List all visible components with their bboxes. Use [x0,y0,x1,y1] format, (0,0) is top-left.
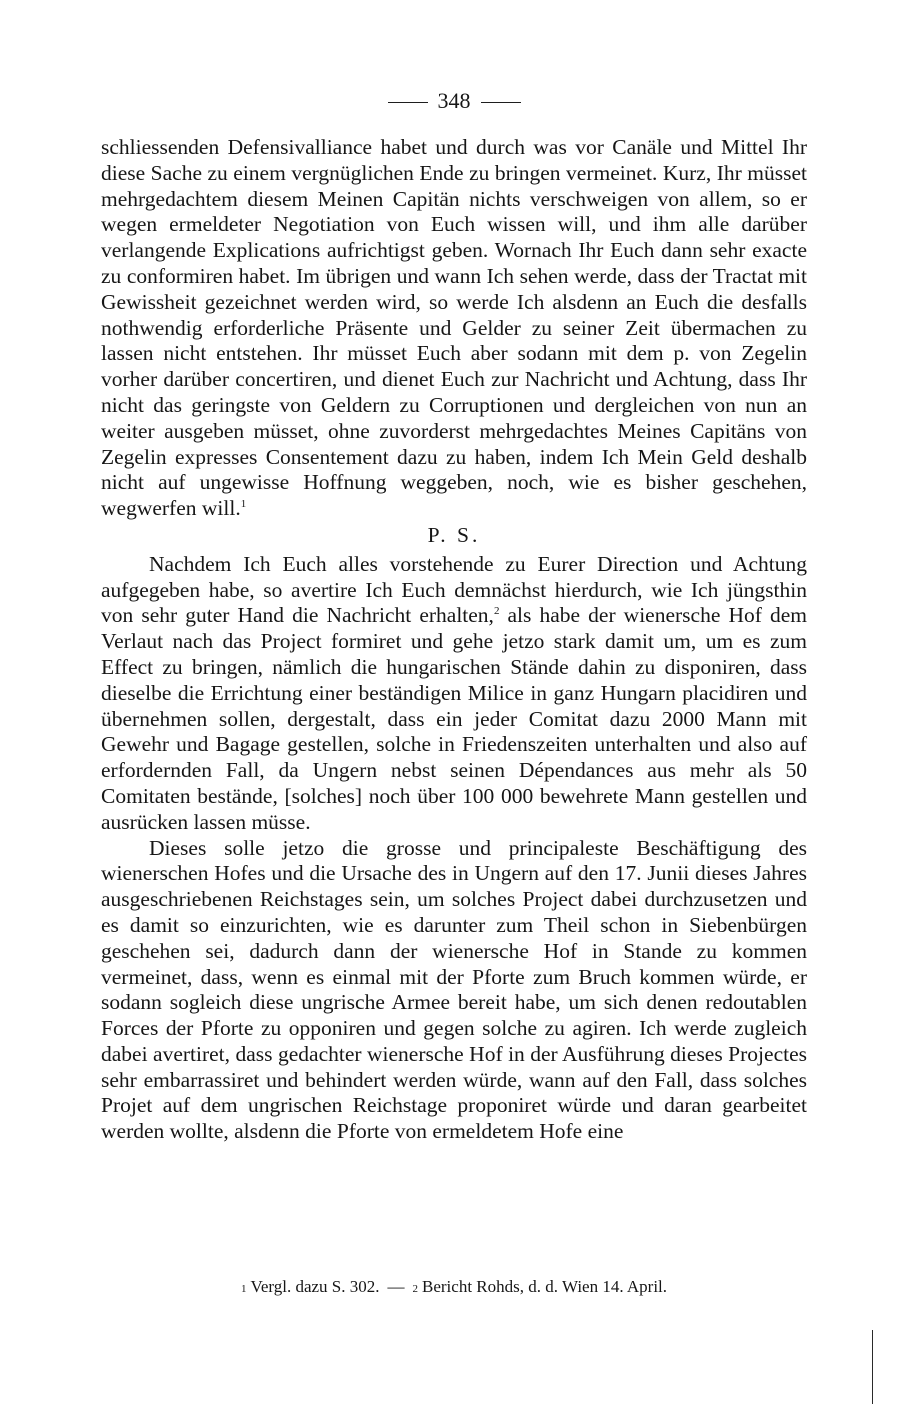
footnote-2-text: Bericht Rohds, d. d. Wien 14. April. [422,1277,668,1296]
footnote-ref-1: 1 [240,498,247,510]
page-edge-line [872,1330,873,1404]
footnotes [101,1276,807,1300]
footnote-1-number: 1 [240,1283,247,1295]
footnote-ref-2: 2 [493,605,500,618]
paragraph-2 [101,552,807,836]
footnote-2-number: 2 [412,1283,419,1295]
paragraph-2-text: Nachdem Ich Euch alles vorstehende zu Eurer Direction und Achtung aufgegeben habe, so avertire Ich Euch demnächst hierdurch, wie Ich jüngsthin von sehr guter Hand die Nachricht erhalten, [101,551,807,628]
header-dash-right [481,102,521,103]
page-number: 348 [437,88,471,113]
footnote-1-text: Vergl. dazu S. 302. [250,1277,380,1296]
body-text [101,135,807,1145]
paragraph-3: Dieses solle jetzo die grosse und principaleste Beschäftigung des wienerschen Hofes und die Ursache des in Ungern auf den 17. Junii dieses Jahres ausgeschriebenen Reichstages sein, um solches Project dabei durchzusetzen und es damit so einzurichten, wie es darunter zum Theil schon in Siebenbürgen geschehen sei, dadurch dann der wienersche Hof in Stande zu kommen vermeinet, dass, wenn es einmal mit der Pforte zum Bruch kommen würde, er sodann sogleich diese ungrische Armee bereit habe, um sich denen redoutablen Forces der Pforte zu opponiren und gegen solche zu agiren. Ich werde zugleich dabei avertiret, dass gedachter wienersche Hof in der Ausführung dieses Projectes sehr embarrassiret und behindert werden würde, wann auf den Fall, dass solches Projet auf dem ungrischen Reichstage proponiret würde und daran gearbeitet werden wollte, alsdenn die Pforte von ermeldetem Hofe eine [101,835,807,1144]
paragraph-2-text-after: als habe der wienersche Hof dem Verlaut nach das Project formiret und gehe jetzo stark damit um, um es zum Effect zu bringen, nämlich die hungarischen Stände dahin zu disponiren, dass dieselbe die Errichtung einer beständigen Milice in ganz Hungarn placidiren und übernehmen sollen, dergestalt, dass ein jeder Comitat dazu 2000 Mann mit Gewehr und Bagage gestellen, solche in Friedenszeiten unterhalten und also auf erfordernden Fall, da Ungern nebst seinen Dépendances aus mehr als 50 Comitaten bestände, [solches] noch über 100 000 bewehrete Mann gestellen und ausrücken lassen müsse. [101,603,807,834]
footnote-separator: — [387,1277,405,1296]
paragraph-1 [101,135,807,522]
header-dash-left [388,102,428,103]
page-header [101,88,807,114]
paragraph-1-text: schliessenden Defensivalliance habet und durch was vor Canäle und Mittel Ihr diese Sache zu einem vergnüglichen Ende zu bringen vermeinet. Kurz, Ihr müsset mehrgedachtem diesem Meinen Capitän nichts verschweigen von allem, so er wegen ermeldeter Negotiation von Euch wissen will, und ihm alle darüber verlangende Explications aufrichtigst geben. Wornach Ihr Euch dann sehr exacte zu conformiren habet. Im übrigen und wann Ich sehen werde, dass der Tractat mit Gewissheit gezeichnet werden wird, so werde Ich alsdenn an Euch die desfalls nothwendig erforderliche Präsente und Gelder zu seiner Zeit übermachen zu lassen nicht entstehen. Ihr müsset Euch aber sodann mit dem p. von Zegelin vorher darüber concertiren, und dienet Euch zur Nachricht und Achtung, dass Ihr nicht das geringste von Geldern zu Corruptionen und dergleichen von nun an weiter ausgeben müsset, ohne zuvorderst mehrgedachtes Meines Capitäns von Zegelin expresses Consentement dazu zu haben, indem Ich Mein Geld deshalb nicht auf ungewisse Hoffnung weggeben, noch, wie es bisher geschehen, wegwerfen will. [101,135,807,521]
ps-heading: P. S. [427,522,481,547]
